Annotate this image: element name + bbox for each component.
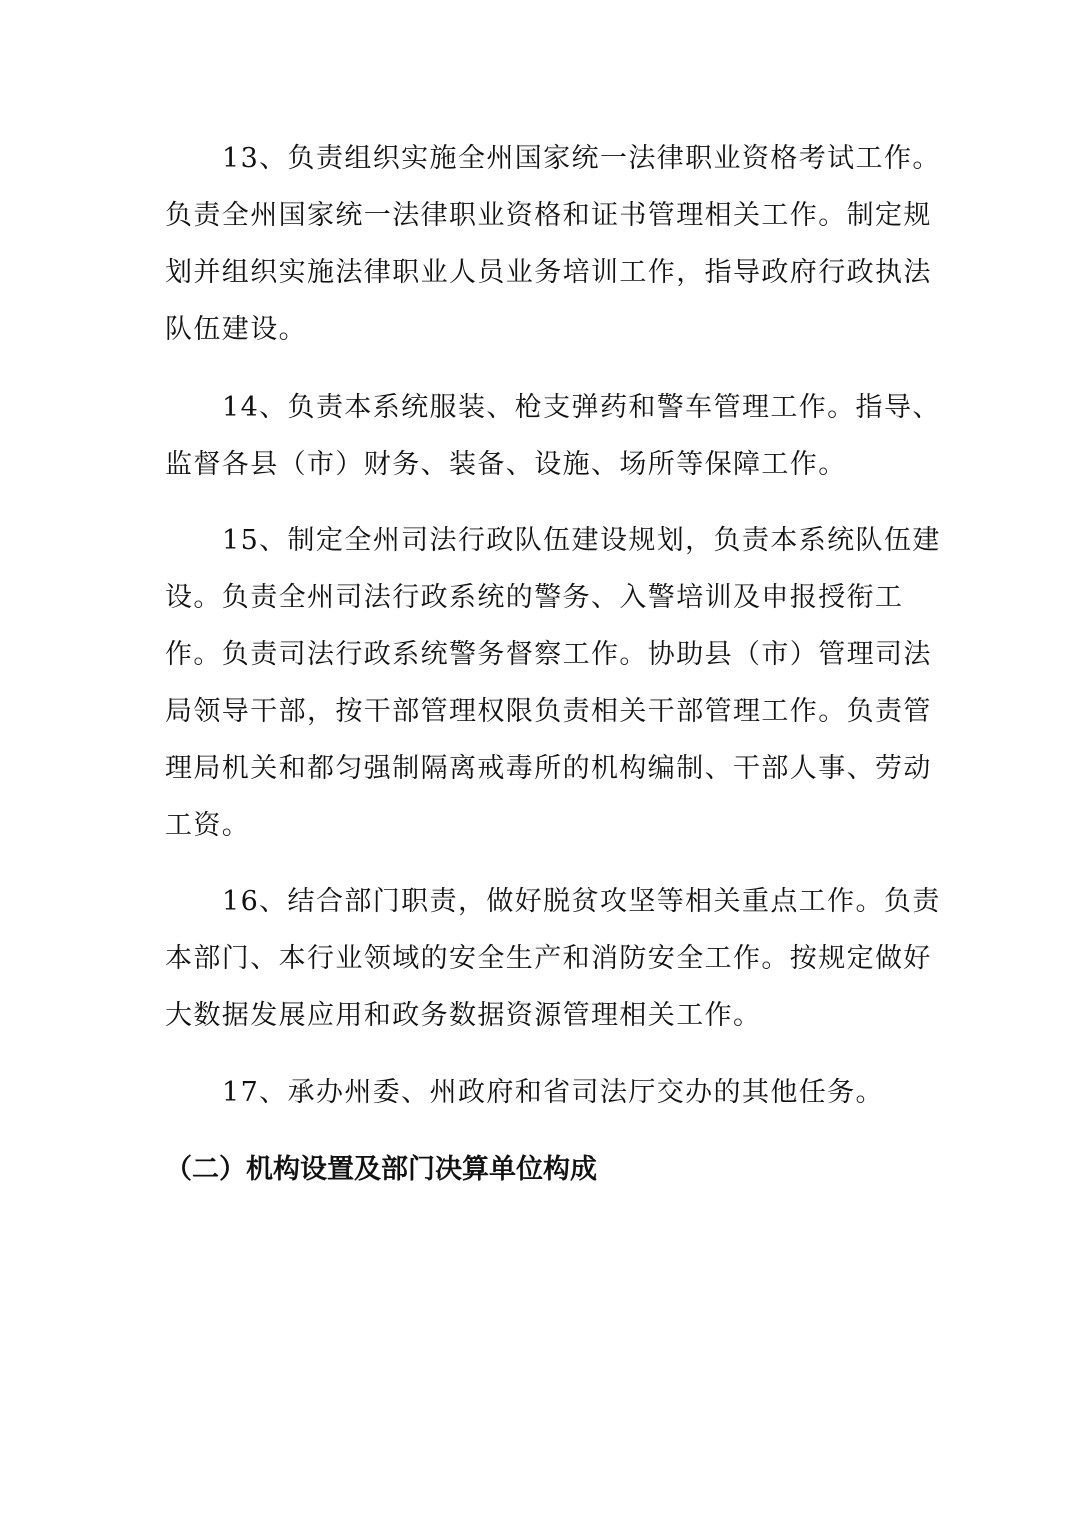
paragraph-15-line-6: 工资。 xyxy=(165,810,251,841)
paragraph-14-line-2: 监督各县（市）财务、装备、设施、场所等保障工作。 xyxy=(165,449,847,480)
paragraph-15-line-3: 作。负责司法行政系统警务督察工作。协助县（市）管理司法 xyxy=(165,639,932,670)
paragraph-16-line-1: 16、结合部门职责，做好脱贫攻坚等相关重点工作。负责 xyxy=(222,886,941,917)
paragraph-17-line-1: 17、承办州委、州政府和省司法厅交办的其他任务。 xyxy=(222,1077,884,1108)
paragraph-16-line-2: 本部门、本行业领域的安全生产和消防安全工作。按规定做好 xyxy=(165,943,932,974)
paragraph-15-line-1: 15、制定全州司法行政队伍建设规划，负责本系统队伍建 xyxy=(222,525,941,556)
paragraph-13-line-1: 13、负责组织实施全州国家统一法律职业资格考试工作。 xyxy=(222,143,941,174)
paragraph-16-line-3: 大数据发展应用和政务数据资源管理相关工作。 xyxy=(165,1000,762,1031)
section-heading: （二）机构设置及部门决算单位构成 xyxy=(165,1154,597,1185)
paragraph-14-line-1: 14、负责本系统服装、枪支弹药和警车管理工作。指导、 xyxy=(222,392,941,423)
paragraph-15-line-4: 局领导干部，按干部管理权限负责相关干部管理工作。负责管 xyxy=(165,696,932,727)
paragraph-13-line-4: 队伍建设。 xyxy=(165,314,307,345)
paragraph-15-line-2: 设。负责全州司法行政系统的警务、入警培训及申报授衔工 xyxy=(165,582,904,613)
paragraph-15-line-5: 理局机关和都匀强制隔离戒毒所的机构编制、干部人事、劳动 xyxy=(165,753,932,784)
paragraph-13-line-3: 划并组织实施法律职业人员业务培训工作，指导政府行政执法 xyxy=(165,257,932,288)
paragraph-13-line-2: 负责全州国家统一法律职业资格和证书管理相关工作。制定规 xyxy=(165,200,932,231)
